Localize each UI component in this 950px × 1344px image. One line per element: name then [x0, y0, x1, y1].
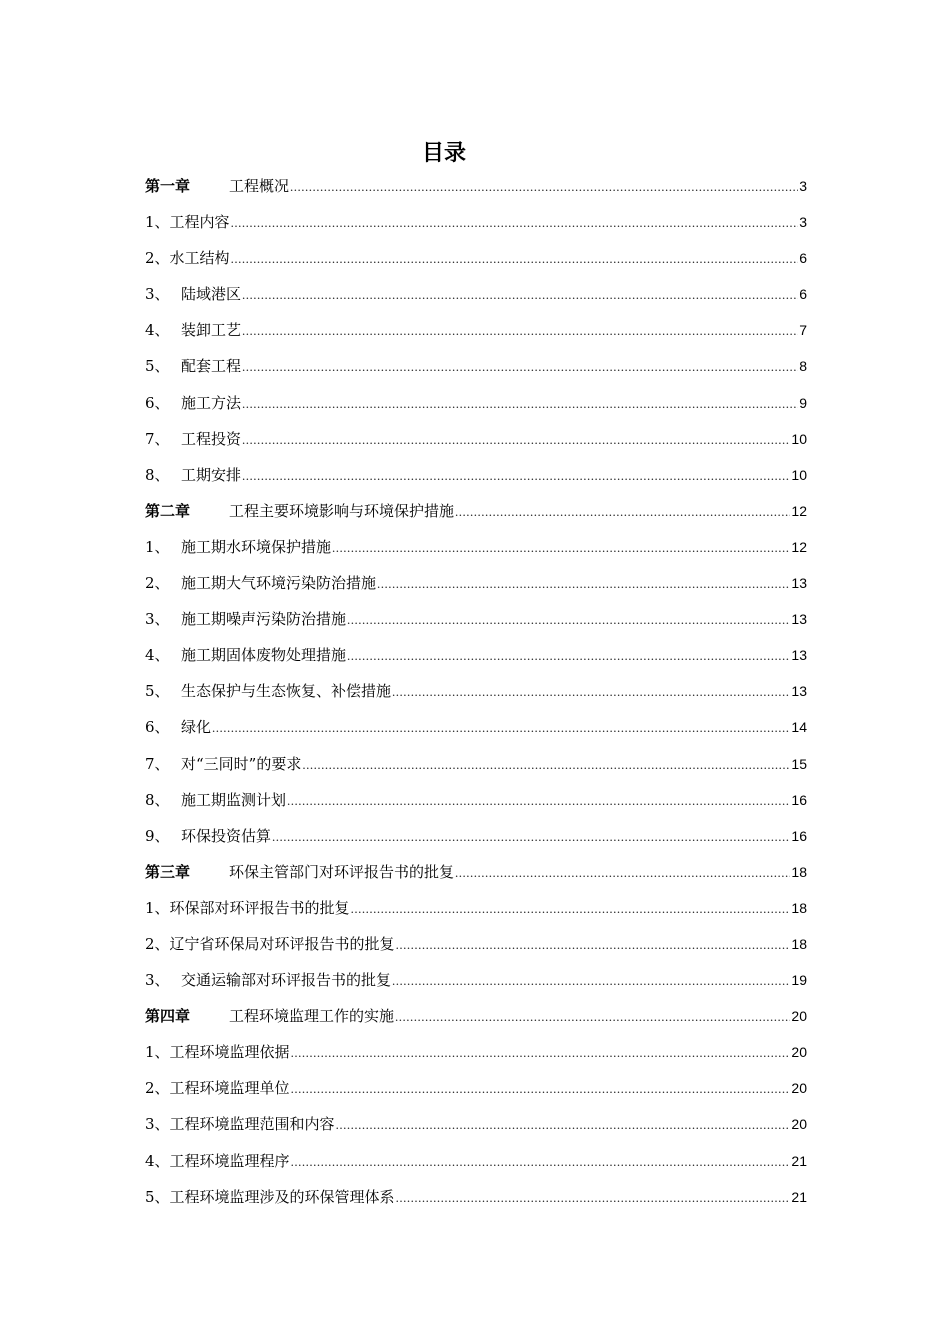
toc-section-entry[interactable]	[145, 709, 807, 745]
toc-dot-leader	[455, 494, 790, 530]
toc-page-number: 16	[791, 791, 807, 808]
toc-entry-label: 陆域港区	[181, 285, 242, 304]
toc-page-number: 12	[791, 538, 807, 555]
toc-entry-number: 第二章	[145, 501, 191, 520]
toc-chapter-entry[interactable]	[145, 998, 807, 1034]
toc-section-entry[interactable]	[145, 1143, 807, 1179]
toc-chapter-entry[interactable]	[145, 168, 807, 204]
toc-dot-leader	[291, 1144, 791, 1180]
toc-page-number: 13	[791, 575, 807, 592]
toc-page-number: 18	[791, 863, 807, 880]
toc-section-entry[interactable]	[145, 421, 807, 457]
toc-entry-label: 工程概况	[229, 177, 290, 195]
toc-dot-leader	[272, 819, 790, 855]
toc-section-entry[interactable]	[145, 962, 807, 998]
toc-page-number: 10	[791, 466, 807, 483]
toc-entry-label: 施工期噪声污染防治措施	[181, 610, 347, 629]
toc-page-number: 13	[791, 647, 807, 664]
toc-dot-leader	[242, 386, 798, 422]
toc-page-number: 16	[791, 827, 807, 844]
toc-section-entry[interactable]	[145, 782, 807, 818]
toc-entry-number: 3、	[145, 1115, 170, 1134]
toc-entry-label: 工程环境监理范围和内容	[169, 1115, 335, 1134]
toc-section-entry[interactable]	[145, 204, 807, 240]
toc-entry-number: 4、	[145, 1151, 170, 1170]
toc-dot-leader	[332, 530, 790, 566]
toc-entry-number: 3、	[145, 610, 170, 629]
toc-entry-label: 装卸工艺	[181, 321, 242, 340]
toc-entry-number: 1、	[145, 537, 170, 556]
toc-dot-leader	[287, 783, 790, 819]
toc-entry-number: 第一章	[145, 177, 191, 195]
toc-entry-number: 1、	[145, 898, 170, 917]
toc-dot-leader	[242, 313, 798, 349]
toc-page-number: 21	[791, 1152, 807, 1169]
toc-section-entry[interactable]	[145, 457, 807, 493]
toc-dot-leader	[396, 927, 791, 963]
toc-section-entry[interactable]	[145, 601, 807, 637]
toc-section-entry[interactable]	[145, 890, 807, 926]
toc-page-number: 21	[791, 1188, 807, 1205]
toc-section-entry[interactable]	[145, 1070, 807, 1106]
toc-dot-leader	[290, 169, 798, 205]
table-of-contents	[145, 168, 807, 1215]
toc-entry-number: 1、	[145, 1043, 170, 1062]
toc-entry-label: 施工期固体废物处理措施	[181, 646, 347, 665]
toc-entry-number: 9、	[145, 826, 170, 845]
toc-page-number: 20	[791, 1080, 807, 1097]
toc-page-number: 20	[791, 1008, 807, 1025]
toc-entry-label: 工程投资	[181, 429, 242, 448]
toc-dot-leader	[347, 602, 790, 638]
toc-entry-number: 7、	[145, 429, 170, 448]
toc-entry-label: 工期安排	[181, 465, 242, 484]
toc-entry-label: 工程环境监理工作的实施	[229, 1007, 395, 1026]
toc-dot-leader	[302, 747, 790, 783]
toc-section-entry[interactable]	[145, 1106, 807, 1142]
toc-section-entry[interactable]	[145, 240, 807, 276]
toc-dot-leader	[242, 349, 798, 385]
toc-section-entry[interactable]	[145, 1179, 807, 1215]
toc-entry-number: 第四章	[145, 1007, 191, 1026]
toc-section-entry[interactable]	[145, 637, 807, 673]
toc-entry-label: 对“三同时”的要求	[181, 754, 302, 773]
toc-entry-label: 环保投资估算	[181, 826, 272, 845]
toc-entry-number: 2、	[145, 249, 170, 268]
toc-entry-label: 工程内容	[169, 213, 230, 232]
toc-section-entry[interactable]	[145, 529, 807, 565]
toc-entry-number: 5、	[145, 682, 170, 701]
toc-dot-leader	[212, 710, 790, 746]
toc-section-entry[interactable]	[145, 385, 807, 421]
toc-dot-leader	[291, 1071, 791, 1107]
toc-page-number: 10	[791, 430, 807, 447]
toc-page-number: 14	[791, 719, 807, 736]
toc-entry-number: 6、	[145, 718, 170, 737]
toc-dot-leader	[336, 1107, 791, 1143]
toc-section-entry[interactable]	[145, 565, 807, 601]
toc-dot-leader	[377, 566, 790, 602]
toc-chapter-entry[interactable]	[145, 493, 807, 529]
toc-entry-label: 辽宁省环保局对环评报告书的批复	[169, 934, 395, 953]
toc-entry-label: 工程环境监理单位	[169, 1079, 290, 1098]
toc-page-number: 13	[791, 683, 807, 700]
toc-page-number: 3	[799, 214, 807, 231]
toc-page-number: 6	[799, 250, 807, 267]
toc-dot-leader	[291, 1035, 791, 1071]
toc-page-number: 18	[791, 899, 807, 916]
toc-dot-leader	[231, 241, 799, 277]
toc-section-entry[interactable]	[145, 312, 807, 348]
toc-entry-number: 4、	[145, 321, 170, 340]
toc-entry-label: 工程环境监理涉及的环保管理体系	[169, 1187, 395, 1206]
toc-page-number: 9	[799, 394, 807, 411]
toc-page-number: 3	[799, 178, 807, 194]
toc-page-number: 20	[791, 1116, 807, 1133]
toc-section-entry[interactable]	[145, 746, 807, 782]
toc-entry-label: 施工期大气环境污染防治措施	[181, 574, 377, 593]
toc-page-number: 7	[799, 322, 807, 339]
toc-entry-number: 7、	[145, 754, 170, 773]
toc-dot-leader	[455, 855, 790, 891]
toc-dot-leader	[351, 891, 791, 927]
toc-dot-leader	[392, 963, 790, 999]
toc-section-entry[interactable]	[145, 818, 807, 854]
toc-page-number: 18	[791, 935, 807, 952]
toc-section-entry[interactable]	[145, 673, 807, 709]
toc-entry-number: 第三章	[145, 862, 191, 881]
toc-entry-label: 生态保护与生态恢复、补偿措施	[181, 682, 392, 701]
toc-entry-label: 工程环境监理程序	[169, 1151, 290, 1170]
toc-entry-number: 8、	[145, 790, 170, 809]
toc-page-number: 12	[791, 502, 807, 519]
toc-entry-number: 8、	[145, 465, 170, 484]
toc-entry-number: 5、	[145, 1187, 170, 1206]
toc-entry-label: 水工结构	[169, 249, 230, 268]
toc-entry-number: 5、	[145, 357, 170, 376]
toc-entry-label: 工程主要环境影响与环境保护措施	[229, 501, 455, 520]
toc-dot-leader	[242, 277, 798, 313]
toc-dot-leader	[242, 422, 790, 458]
toc-page-number: 13	[791, 611, 807, 628]
toc-entry-number: 2、	[145, 574, 170, 593]
toc-entry-number: 2、	[145, 934, 170, 953]
toc-dot-leader	[231, 205, 799, 241]
toc-chapter-entry[interactable]	[145, 854, 807, 890]
toc-entry-label: 环保主管部门对环评报告书的批复	[229, 862, 455, 881]
toc-page-number: 6	[799, 286, 807, 303]
toc-entry-label: 施工期监测计划	[181, 790, 287, 809]
toc-entry-label: 施工期水环境保护措施	[181, 537, 332, 556]
document-title: 目录	[421, 141, 466, 166]
toc-entry-label: 施工方法	[181, 393, 242, 412]
toc-entry-number: 3、	[145, 285, 170, 304]
toc-entry-number: 3、	[145, 971, 170, 990]
toc-page-number: 19	[791, 972, 807, 989]
toc-section-entry[interactable]	[145, 348, 807, 384]
toc-entry-label: 绿化	[181, 718, 212, 737]
toc-section-entry[interactable]	[145, 926, 807, 962]
toc-dot-leader	[392, 674, 790, 710]
toc-entry-label: 工程环境监理依据	[169, 1043, 290, 1062]
toc-entry-number: 6、	[145, 393, 170, 412]
toc-entry-number: 2、	[145, 1079, 170, 1098]
toc-page-number: 15	[791, 755, 807, 772]
toc-dot-leader	[347, 638, 790, 674]
toc-dot-leader	[395, 999, 790, 1035]
toc-entry-label: 配套工程	[181, 357, 242, 376]
toc-section-entry[interactable]	[145, 276, 807, 312]
toc-entry-label: 交通运输部对环评报告书的批复	[181, 971, 392, 990]
toc-page-number: 20	[791, 1044, 807, 1061]
toc-page-number: 8	[799, 358, 807, 375]
toc-entry-number: 4、	[145, 646, 170, 665]
toc-section-entry[interactable]	[145, 1034, 807, 1070]
toc-dot-leader	[242, 458, 790, 494]
toc-dot-leader	[396, 1180, 791, 1216]
toc-entry-number: 1、	[145, 213, 170, 232]
toc-entry-label: 环保部对环评报告书的批复	[169, 898, 350, 917]
